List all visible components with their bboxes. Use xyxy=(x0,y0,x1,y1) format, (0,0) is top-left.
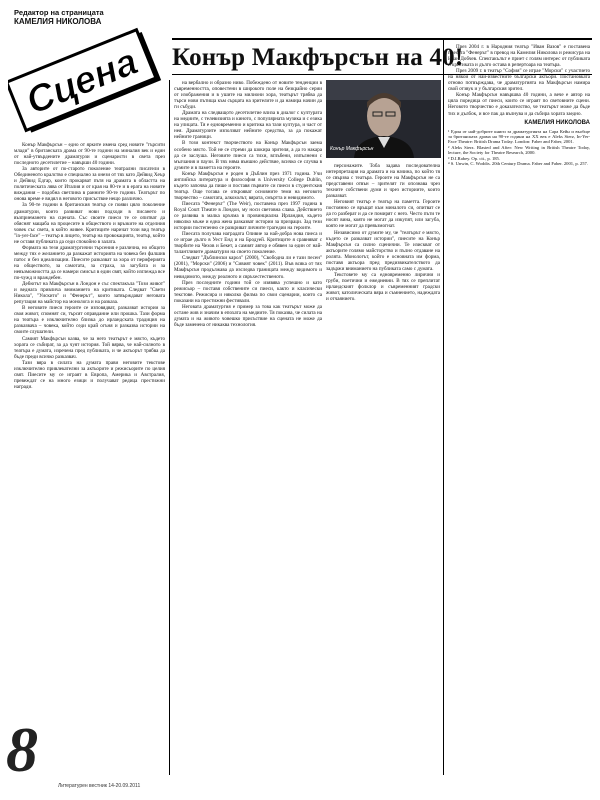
footnote: ³ D.I.Rabey. Op. cit., p. 185. xyxy=(448,155,500,161)
paragraph: Текстовете му са едновременно лирични и груби, поетични и ежедневни. В тях се преплитат ирландският фолклор и съвременният градски живот, католическата вяра и съмнението, надеждата и отчаянието. xyxy=(326,271,440,303)
footnote: ¹ Един от най-добрите книги за драматургията на Сара Кейн и въобще за британската драма на 90-те години на ХХ век е Aleks Sierz, In-Yer-Face Theatre: British Drama Today. London: Faber and Faber, 2001. xyxy=(448,128,590,145)
paragraph: Конър Макфърсън навършва 40 години, а вече е автор на цяла поредица от пиеси, които се играят по световните сцени. Неговото творчество е доказателство, че театърът може да бъде тих и дълбок, и все пак да вълнува и да събира хората заедно. xyxy=(448,92,590,117)
article-headline: Конър Макфърсън на 40! xyxy=(172,44,464,71)
footnote: ⁴ S. Unwin, C. Woddis. 20th Century Drama. Faber and Faber. 2001, p. 257. xyxy=(448,161,588,167)
page-number: 8 xyxy=(6,714,38,785)
author-signature: КАМЕЛИЯ НИКОЛОВА xyxy=(524,119,590,126)
article-column-4 xyxy=(448,44,590,779)
paragraph: Самият Макфърсън казва, че за него театърът е място, където хората се събират, за да чуят история. Той вярва, че най-силното в театъра е думата, изречена пред публиката, и че актьорът трябва да бъде преди всичко разказвач. xyxy=(14,335,165,360)
paragraph: През 2004 г. в Народния театър "Иван Вазов" е поставена пиесата "Фенерът" в превод на Камелия Николова и режисура на Иван Добчев. Спектакълът е приет с голям интерес от публиката и критиката и дълго остава в репертоара на театъра. xyxy=(448,44,590,69)
rubric-badge xyxy=(8,26,168,136)
article-column-1 xyxy=(14,142,165,782)
rubric-graphic xyxy=(8,26,168,136)
photo-caption: Конър Макфърсън xyxy=(330,146,374,152)
paragraph: Формата на тези драматургични търсения е различна, но общото между тях е желанието да разкажат историята на човека без фалшив патос и без идеализации. Пиесите разказват за хора от периферията на обществото, за самотата, за страха, за загубата и за невъзможността да се намери смисъл в един свят, който изглежда все по-чужд и враждебен. xyxy=(14,244,165,282)
paragraph: Тази вяра в силата на думата прави неговите текстове изключително привлекателни за актьорите и режисьорите по целия свят. Пиесите му се играят в Европа, Америка и Австралия, превеждат се на много езици и получават редица престижни награди. xyxy=(14,359,165,390)
top-rule xyxy=(172,38,592,40)
editor-credit xyxy=(14,8,164,26)
paragraph: Драмата на следващото десетилетие влиза в диалог с културата на медиите, с телевизията и киното, с популярната музика и с езика на улицата. Тя е едновременно и критика на тази култура, и част от нея. Драматурзите използват нейните средства, за да покажат нейните граници. xyxy=(174,110,322,141)
article-column-3 xyxy=(326,163,440,775)
footnote: ² Aleks Sierz. Blasted and After: New Writing in British Theatre Today, lecture, the Society for Theatre Research, 2000. xyxy=(448,144,590,156)
paragraph: Неговият театър е театър на паметта. Героите постоянно се връщат към миналото си, опитват се да го разберат и да се помирят с него. Често пъти те носят вина, която не могат да изкупят, или загуба, която не могат да превъзмогнат. xyxy=(326,199,440,230)
column-divider-2 xyxy=(443,38,444,775)
paragraph: персонажите. Тоба задава последователна интерпретация на драмата и на начина, по който тя се свързва с театъра. Героите на Макфърсън не са представени отвън – зрителят ги опознава чрез техните собствени думи и чрез историите, които разказват. xyxy=(326,163,440,200)
paragraph: В този контекст творчеството на Конър Макфърсън заема особено място. Той не се стреми да шокира зрителя, а да го накара да се заслуша. Неговите пиеси са тихи, вглъбени, изпълнени с мълчания и паузи. В тях няма външно действие, всичко се случва в думите и в паметта на героите. xyxy=(174,140,322,171)
publication-footer: Литературен вестник 14-20.09.2011 xyxy=(58,783,141,789)
editor-label: Редактор на страницата xyxy=(14,8,104,17)
paragraph: Конър Макфърсън – едно от ярките имена сред новите "гърсити млади" в британската драма от 90-те години на миналия век и един от най-утвърдените драматурзи и сценаристи в света през последното десетилетие – навърши 40 години. xyxy=(14,142,165,167)
paragraph: През последните години той се изявява успешно и като режисьор – поставя собствените си пиеси, както и класически текстове. Режисира и няколко филма по свои сценарии, които са показани на престижни фестивали. xyxy=(174,279,322,304)
column-divider-1 xyxy=(169,80,170,775)
paragraph: Конър Макфърсън е роден в Дъблин през 1971 година. Учи английска литература и философия в University College Dublin, където започва да пише и поставя първите си пиеси в студентския театър. Още тогава се открояват основните теми на неговото творчество – самотата, алкохолът, вярата, смъртта и невидимото. xyxy=(174,170,322,201)
paragraph: За авторите от по-старото поколение театрални писатели в Обединеното кралство е специално за онези от тях като Дейвид Хеър и Дейвид Едгар, които прокарват пътя на драмата в областта на политическата лява от Италия и от края на 80-те и в ерата на новите виждания – подобна светлина в ранните 90-те години. Театърът по онова време е видял в неговото присъствие нещо различно. xyxy=(14,166,165,203)
paragraph: Независимо от думите му, че "театърът е място, където се разказват истории", пиесите на Конър Макфърсън са силно сценични. Те изискват от актьорите голямо майсторство и пълно отдаване на ролята. Монологът, който е основната им форма, поставя актьора пред предизвикателството да задържи вниманието на публиката само с думата. xyxy=(326,229,440,272)
paragraph: Следват "Дъблински карол" (2000), "Свободна ли е тази песен" (2001), "Морски" (2006) и "Сивият човек" (2011). Във всяка от тях Макфърсън продължава да изследва границата между видимото и невидимото, между реалното и свръхестественото. xyxy=(174,255,322,280)
paragraph: Дебютът на Макфърсън в Лондон е със спектакъла "Този живот" и веднага привлича вниманието на критиката. Следват "Свети Никола", "Уискито" и "Фенерът", които затвърждават неговата репутация на майстор на монолога и на разказа. xyxy=(14,281,165,306)
editor-name: КАМЕЛИЯ НИКОЛОВА xyxy=(14,17,102,26)
paragraph: на вербално и образно ниво. Побеждено от новите тенденции в съвременността, оповестени в широкото поле на безкрайно серии от изображения и в ушите на милиони хора, театърът трябва да търси нови пътища към сърцата на зрителите и да намира начин да ги събуди. xyxy=(174,80,322,111)
paragraph: Пиесата получава наградата Оливие за най-добра нова пиеса и се играе дълго в Уест Енд и на Бродуей. Критиците я сравняват с творбите на Чехов и Бекет, а самият автор е обявен за един от най-талантливите драматурзи на своето поколение. xyxy=(174,231,322,256)
footnotes xyxy=(448,129,590,167)
rubric-label: Сцена xyxy=(20,40,144,124)
paragraph: Неговата драматургия е пример за това как театърът може да остане жив и значим в епохата на медиите. Тя показва, че силата на думата и на живото човешко присъствие на сцената не може да бъде заменена от никаква технология. xyxy=(174,303,322,328)
paragraph: Пиесата "Фенерът" (The Weir), поставена през 1997 година в Royal Court Theatre в Лондон, му носи световна слава. Действието се развива в малка кръчма в провинциална Ирландия, където няколко мъже и една жена разказват истории за призраци. Зад тези истории постепенно се разкриват личните трагедии на героите. xyxy=(174,200,322,232)
article-column-2 xyxy=(174,80,322,775)
paragraph: В неговите пиеси героите се изповядват, разказват истории за своя живот, спомнят си, търсят оправдание или прошка. Тази форма на театъра е изключително близка до ирландската традиция на разказвача – човека, който седи край огъня и разказва истории на своите слушатели. xyxy=(14,305,165,336)
paragraph: През 2009 г. в театър "София" се играе "Морски" с участието на някои от най-известните български актьори. Постановката отново потвърждава, че драматургията на Макфърсън намира свой отзвук и у българския зрител. xyxy=(448,68,590,93)
paragraph: За 90-те години в британския театър се появи цяло поколение драматурзи, които развиват нови подходи в писането и възприемането на сцената. Със своите пиеси те се опитват да обяснят мащаба на процесите в обществото и връзките на отделния човек със света, в който живее. Критиците наричат този вид театър "in-yer-face" – театър в лицето, театър на провокацията, театър, който не оставя публиката да седи спокойно в залата. xyxy=(14,202,165,245)
